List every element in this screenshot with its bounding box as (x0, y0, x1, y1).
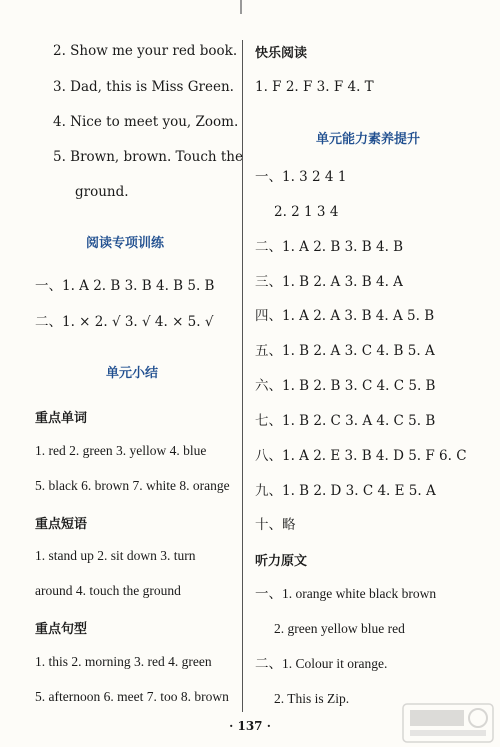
ability-line-11: 十、略 (255, 517, 296, 533)
page-number: · 137 · (229, 719, 271, 733)
watermark-logo (402, 703, 494, 743)
reading-training-heading: 阅读专项训练 (86, 236, 165, 251)
ability-line-6: 五、1. B 2. A 3. C 4. B 5. A (255, 343, 435, 359)
key-words-heading: 重点单词 (35, 411, 88, 426)
ability-line-3: 二、1. A 2. B 3. B 4. B (255, 239, 404, 255)
left-line-2: 3. Dad, this is Miss Green. (53, 79, 234, 95)
ability-line-4: 三、1. B 2. A 3. B 4. A (255, 274, 403, 290)
key-sentences-line-2: 5. afternoon 6. meet 7. too 8. brown (35, 689, 229, 704)
key-words-line-2: 5. black 6. brown 7. white 8. orange (35, 478, 230, 493)
listening-line-2: 2. green yellow blue red (274, 621, 405, 636)
listening-line-1: 一、1. orange white black brown (255, 586, 437, 601)
listening-line-3: 二、1. Colour it orange. (255, 656, 388, 671)
listening-script-heading: 听力原文 (255, 554, 308, 569)
ability-line-9: 八、1. A 2. E 3. B 4. D 5. F 6. C (255, 448, 467, 464)
left-line-1: 2. Show me your red book. (53, 43, 238, 59)
ability-line-2: 2. 2 1 3 4 (274, 204, 339, 220)
column-divider (242, 40, 243, 712)
ability-line-8: 七、1. B 2. C 3. A 4. C 5. B (255, 413, 436, 429)
happy-reading-answers: 1. F 2. F 3. F 4. T (255, 79, 374, 95)
key-sentences-heading: 重点句型 (35, 622, 88, 637)
reading-answers-2: 二、1. × 2. √ 3. √ 4. × 5. √ (35, 314, 214, 330)
unit-summary-heading: 单元小结 (106, 366, 159, 381)
ability-line-10: 九、1. B 2. D 3. C 4. E 5. A (255, 483, 436, 499)
left-line-5: ground. (75, 184, 129, 200)
reading-answers-1: 一、1. A 2. B 3. B 4. B 5. B (35, 278, 215, 294)
ability-line-5: 四、1. A 2. A 3. B 4. A 5. B (255, 308, 435, 324)
left-line-3: 4. Nice to meet you, Zoom. (53, 114, 239, 130)
key-words-line-1: 1. red 2. green 3. yellow 4. blue (35, 443, 207, 458)
happy-reading-heading: 快乐阅读 (255, 46, 308, 61)
key-phrases-line-2: around 4. touch the ground (35, 583, 181, 598)
ability-heading: 单元能力素养提升 (316, 132, 421, 147)
ability-line-1: 一、1. 3 2 4 1 (255, 169, 347, 185)
key-sentences-line-1: 1. this 2. morning 3. red 4. green (35, 654, 212, 669)
binding-mark (240, 0, 242, 14)
left-line-4: 5. Brown, brown. Touch the (53, 149, 243, 165)
key-phrases-heading: 重点短语 (35, 517, 88, 532)
key-phrases-line-1: 1. stand up 2. sit down 3. turn (35, 548, 196, 563)
ability-line-7: 六、1. B 2. B 3. C 4. C 5. B (255, 378, 436, 394)
listening-line-4: 2. This is Zip. (274, 691, 350, 706)
